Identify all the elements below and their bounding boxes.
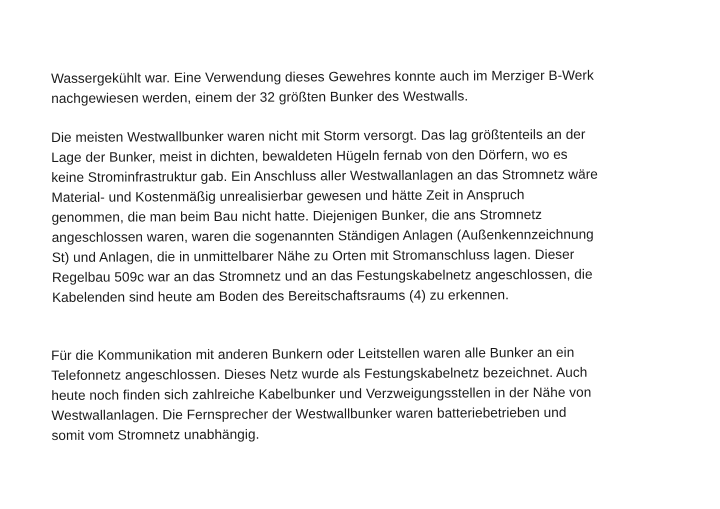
- text-line: heute noch finden sich zahlreiche Kabelbunker und Verzweigungsstellen in der Nähe von: [51, 384, 592, 403]
- text-line: somit vom Stromnetz unabhängig.: [51, 426, 260, 443]
- text-line: keine Strominfrastruktur gab. Ein Anschluss aller Westwallanlagen an das Stromnetz wäre: [51, 166, 598, 185]
- text-line: Lage der Bunker, meist in dichten, bewaldeten Hügeln fernab von den Dörfern, wo es: [51, 146, 568, 165]
- paragraph-machine-gun: [51, 65, 716, 109]
- text-line: Westwallanlagen. Die Fernsprecher der Westwallbunker waren batteriebetrieben und: [51, 404, 567, 423]
- text-line: St) und Anlagen, die in unmittelbarer Nähe zu Orten mit Stromanschluss lagen. Dieser: [51, 246, 575, 265]
- text-line: Regelbau 509c war an das Stromnetz und an das Festungskabelnetz angeschlossen, die: [51, 266, 593, 285]
- text-line: Die meisten Westwallbunker waren nicht mit Storm versorgt. Das lag größtenteils an der: [51, 126, 586, 145]
- text-line: Kabelenden sind heute am Boden des Bereitschaftsraums (4) zu erkennen.: [51, 287, 509, 305]
- text-line: angeschlossen waren, waren die sogenannten Ständigen Anlagen (Außenkennzeichnung: [51, 226, 594, 245]
- text-line: Wassergekühlt war. Eine Verwendung dieses Gewehres konnte auch im Merziger B-Werk: [51, 67, 594, 86]
- text-line: Telefonnetz angeschlossen. Dieses Netz wurde als Festungskabelnetz bezeichnet. Auch: [51, 364, 588, 383]
- text-line: Für die Kommunikation mit anderen Bunkern oder Leitstellen waren alle Bunker an ein: [51, 344, 575, 363]
- paragraph-communication: [51, 342, 717, 446]
- paragraph-power-supply: [51, 124, 717, 308]
- text-line: genommen, die man beim Bau nicht hatte. Diejenigen Bunker, die ans Stromnetz: [51, 207, 543, 225]
- text-line: nachgewiesen werden, einem der 32 größten Bunker des Westwalls.: [51, 88, 469, 106]
- text-line: Material- und Kostenmäßig unrealisierbar gewesen und hätte Zeit in Anspruch: [51, 187, 525, 205]
